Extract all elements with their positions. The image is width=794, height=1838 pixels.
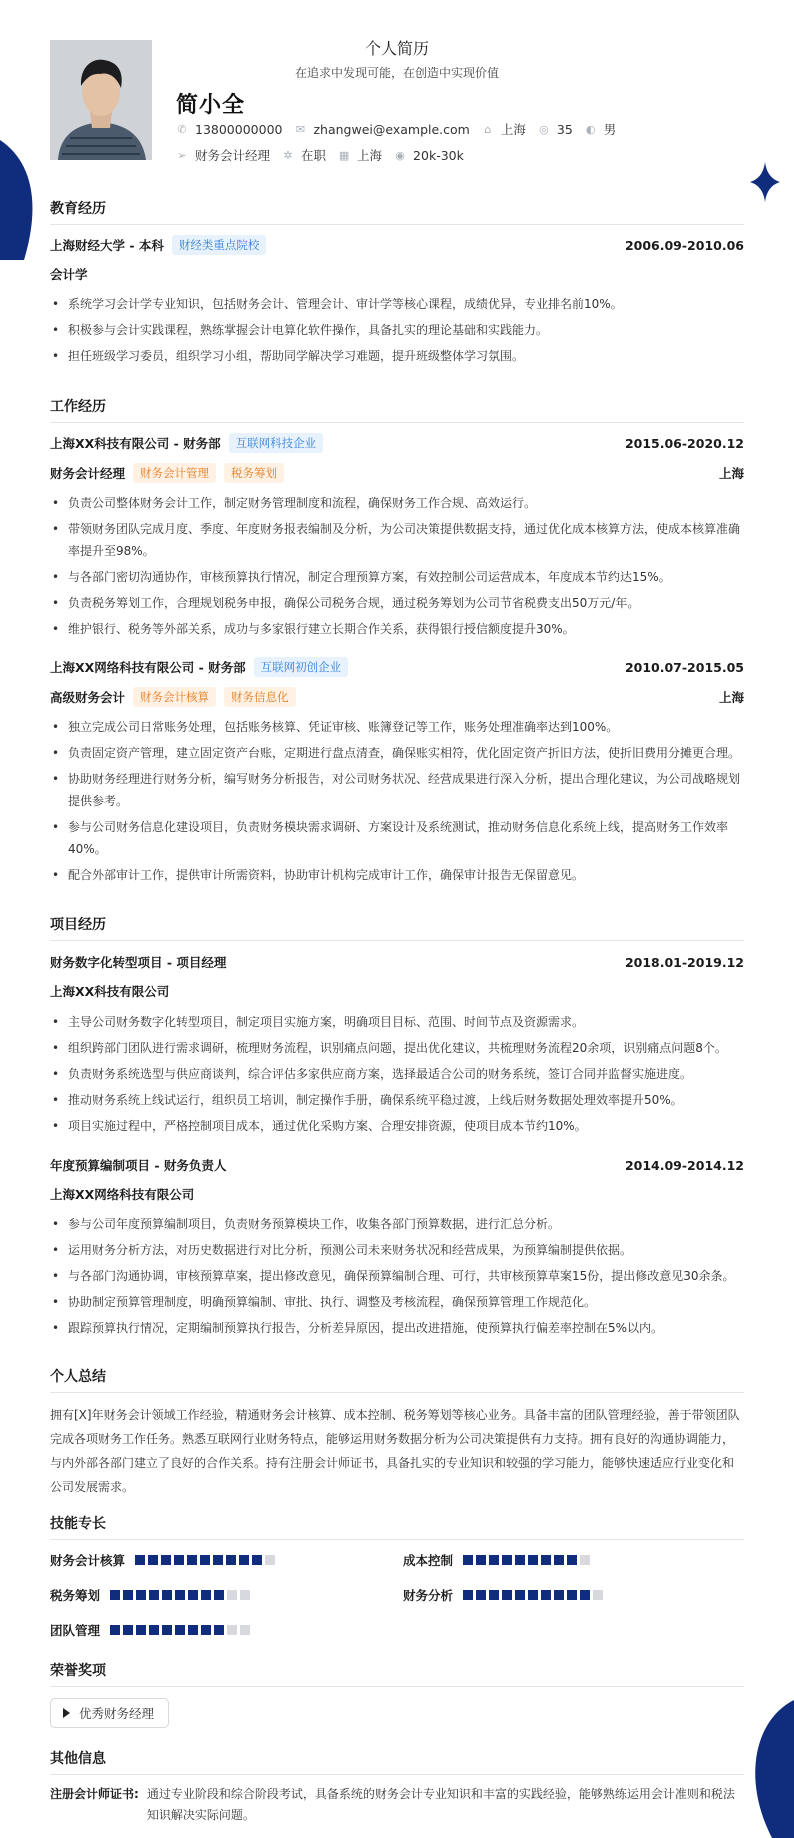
skill-dot-filled: [162, 1590, 172, 1600]
project-header-row: [50, 1155, 744, 1175]
major-name: 会计学: [50, 267, 88, 282]
section-title-work: 工作经历: [50, 396, 744, 423]
skill-dot-filled: [175, 1590, 185, 1600]
list-item: • 积极参与会计实践课程，熟练掌握会计电算化软件操作，具备扎实的理论基础和实践能力。: [50, 319, 744, 341]
skill-dot-filled: [502, 1590, 512, 1600]
project-title: 财务数字化转型项目 - 项目经理: [50, 955, 227, 970]
position-title: 财务会计经理: [50, 466, 126, 481]
project-company: 上海XX科技有限公司: [50, 984, 170, 999]
phone-icon: ✆: [177, 122, 187, 136]
skill-level-bar: [463, 1590, 606, 1600]
certificate-text: 通过专业阶段和综合阶段考试，具备系统的财务会计专业知识和丰富的实践经验，能够熟练运用会计准则和税法知识解决实际问题。: [146, 1787, 735, 1822]
section-title-honors: 荣誉奖项: [50, 1660, 744, 1687]
work-header-row: [50, 657, 744, 677]
skill-dot-filled: [463, 1590, 473, 1600]
skill-dot-empty: [580, 1555, 590, 1565]
skill-level-bar: [110, 1625, 253, 1635]
email-icon: ✉: [295, 122, 306, 136]
age-icon: ◎: [539, 122, 549, 136]
job-target: 财务会计经理: [195, 148, 271, 163]
skill-dot-filled: [214, 1625, 224, 1635]
work-position-row: [50, 687, 744, 707]
list-item: • 配合外部审计工作，提供审计所需资料，协助审计机构完成审计工作，确保审计报告无保留意见。: [50, 864, 744, 886]
project-date: 2018.01-2019.12: [624, 954, 744, 970]
status-icon: ✲: [283, 148, 293, 162]
school-tag: 财经类重点院校: [172, 235, 267, 255]
skill-dot-filled: [226, 1555, 236, 1565]
list-item: • 负责公司整体财务会计工作，制定财务管理制度和流程，确保财务工作合规、高效运行。: [50, 492, 744, 514]
skill-dot-filled: [528, 1555, 538, 1565]
skill-dot-filled: [110, 1590, 120, 1600]
list-item: • 负责固定资产管理，建立固定资产台账，定期进行盘点清查，确保账实相符，优化固定资产折旧方法，使折旧费用分摊更合理。: [50, 742, 744, 764]
skill-dot-filled: [252, 1555, 262, 1565]
skill-dot-filled: [188, 1625, 198, 1635]
skill-dot-filled: [528, 1590, 538, 1600]
list-item: • 负责财务系统选型与供应商谈判，综合评估多家供应商方案，选择最适合公司的财务系统，签订合同并监督实施进度。: [50, 1063, 744, 1085]
skill-dot-filled: [489, 1555, 499, 1565]
job-intent-row: [176, 146, 476, 164]
skill-dot-filled: [567, 1590, 577, 1600]
work-location: 上海: [718, 466, 744, 481]
section-title-skills: 技能专长: [50, 1513, 744, 1540]
project-date: 2014.09-2014.12: [624, 1157, 744, 1173]
list-item: • 推动财务系统上线试运行，组织员工培训，制定操作手册，确保系统平稳过渡，上线后财务数据处理效率提升50%。: [50, 1089, 744, 1111]
school-name: 上海财经大学 - 本科: [50, 238, 164, 253]
skill-dot-empty: [593, 1590, 603, 1600]
certificate-label: 注册会计师证书:: [50, 1787, 139, 1801]
skill-level-bar: [135, 1555, 278, 1565]
skill-tag: 财务信息化: [224, 687, 296, 707]
work-date: 2010.07-2015.05: [624, 659, 744, 675]
skill-dot-filled: [187, 1555, 197, 1565]
skill-dot-filled: [188, 1590, 198, 1600]
skill-item: [50, 1586, 253, 1604]
skill-dot-filled: [213, 1555, 223, 1565]
skill-dot-filled: [149, 1625, 159, 1635]
skill-name: 成本控制: [403, 1553, 454, 1568]
skill-dot-filled: [239, 1555, 249, 1565]
skill-dot-filled: [148, 1555, 158, 1565]
age-value: 35: [556, 121, 573, 137]
expected-salary: 20k-30k: [413, 147, 464, 163]
skill-dot-empty: [240, 1625, 250, 1635]
skill-dot-filled: [214, 1590, 224, 1600]
project-company-row: [50, 1184, 744, 1204]
skill-dot-empty: [240, 1590, 250, 1600]
skill-item: [403, 1551, 593, 1569]
education-date: 2006.09-2010.06: [624, 237, 744, 253]
building-icon: ▦: [338, 148, 350, 162]
skill-dot-filled: [541, 1555, 551, 1565]
expected-city: 上海: [357, 148, 383, 163]
work-header-row: [50, 433, 744, 453]
list-item: • 带领财务团队完成月度、季度、年度财务报表编制及分析，为公司决策提供数据支持，通过优化成本核算方法，使成本核算准确率提升至98%。: [50, 518, 744, 562]
skill-dot-filled: [123, 1590, 133, 1600]
work-location: 上海: [718, 690, 744, 705]
skill-name: 税务筹划: [50, 1588, 101, 1603]
skill-level-bar: [463, 1555, 593, 1565]
project-company: 上海XX网络科技有限公司: [50, 1187, 195, 1202]
summary-text: 拥有[X]年财务会计领域工作经验，精通财务会计核算、成本控制、税务筹划等核心业务。具备丰富的团队管理经验，善于带领团队完成各项财务工作任务。熟悉互联网行业财务特点，能够运用财务数据分析为公司决策提供有力支持。拥有良好的沟通协调能力，与内外部各部门建立了良好的合作关系。持有注册会计师证书，具备扎实的专业知识和较强的学习能力，能够快速适应行业变化和公司发展需求。: [50, 1408, 740, 1494]
skill-name: 财务会计核算: [50, 1553, 126, 1568]
skill-dot-filled: [135, 1555, 145, 1565]
location-icon: ⌂: [484, 122, 492, 136]
award-badge: [50, 1698, 169, 1728]
award-name: 优秀财务经理: [79, 1706, 155, 1721]
skill-dot-empty: [227, 1625, 237, 1635]
skill-dot-empty: [227, 1590, 237, 1600]
salary-icon: ◉: [395, 148, 405, 162]
skill-tag: 税务筹划: [224, 463, 284, 483]
gender-icon: ◐: [585, 122, 596, 136]
skill-dot-filled: [136, 1625, 146, 1635]
list-item: • 组织跨部门团队进行需求调研，梳理财务流程，识别痛点问题，提出优化建议，共梳理财务流程20余项，识别痛点问题8个。: [50, 1037, 744, 1059]
company-name: 上海XX网络科技有限公司 - 财务部: [50, 660, 246, 675]
company-tag: 互联网初创企业: [254, 657, 349, 677]
skill-dot-filled: [201, 1625, 211, 1635]
education-header-row: [50, 235, 744, 255]
skill-dot-filled: [554, 1555, 564, 1565]
skill-dot-filled: [161, 1555, 171, 1565]
resume-header: [50, 36, 744, 166]
skill-dot-filled: [489, 1590, 499, 1600]
skill-dot-filled: [515, 1590, 525, 1600]
skill-dot-filled: [554, 1590, 564, 1600]
candidate-name: 简小全: [176, 93, 246, 118]
list-item: • 参与公司年度预算编制项目，负责财务预算模块工作，收集各部门预算数据，进行汇总分析。: [50, 1213, 744, 1235]
list-item: • 独立完成公司日常账务处理，包括账务核算、凭证审核、账簿登记等工作，账务处理准确率达到100%。: [50, 716, 744, 738]
work-date: 2015.06-2020.12: [624, 435, 744, 451]
email-address: zhangwei@example.com: [313, 121, 470, 137]
skill-dot-filled: [136, 1590, 146, 1600]
list-item: • 与各部门沟通协调，审核预算草案，提出修改意见，确保预算编制合理、可行，共审核预算草案15份，提出修改意见30余条。: [50, 1265, 744, 1287]
list-item: • 运用财务分析方法，对历史数据进行对比分析，预测公司未来财务状况和经营成果，为预算编制提供依据。: [50, 1239, 744, 1261]
skill-dot-filled: [502, 1555, 512, 1565]
skill-name: 财务分析: [403, 1588, 454, 1603]
skill-dot-filled: [541, 1590, 551, 1600]
skill-level-bar: [110, 1590, 253, 1600]
skill-item: [50, 1621, 253, 1639]
skill-dot-filled: [200, 1555, 210, 1565]
list-item: • 系统学习会计学专业知识，包括财务会计、管理会计、审计学等核心课程，成绩优异，专业排名前10%。: [50, 293, 744, 315]
skill-dot-filled: [580, 1590, 590, 1600]
job-status: 在职: [301, 148, 327, 163]
section-title-summary: 个人总结: [50, 1366, 744, 1393]
phone-number: 13800000000: [195, 121, 283, 137]
education-major-row: [50, 264, 744, 284]
list-item: • 维护银行、税务等外部关系，成功与多家银行建立长期合作关系，获得银行授信额度提升30%。: [50, 618, 744, 640]
gender-value: 男: [603, 122, 617, 137]
play-icon: [63, 1708, 70, 1718]
document-title: 个人简历: [364, 39, 429, 58]
skill-dot-filled: [476, 1555, 486, 1565]
skill-dot-filled: [476, 1590, 486, 1600]
skill-dot-filled: [175, 1625, 185, 1635]
list-item: • 负责税务筹划工作，合理规划税务申报，确保公司税务合规，通过税务筹划为公司节省税费支出50万元/年。: [50, 592, 744, 614]
skill-item: [403, 1586, 606, 1604]
skill-dot-filled: [515, 1555, 525, 1565]
list-item: • 跟踪预算执行情况，定期编制预算执行报告，分析差异原因，提出改进措施，使预算执行偏差率控制在5%以内。: [50, 1317, 744, 1339]
list-item: • 协助制定预算管理制度，明确预算编制、审批、执行、调整及考核流程，确保预算管理工作规范化。: [50, 1291, 744, 1313]
skill-dot-filled: [162, 1625, 172, 1635]
project-title: 年度预算编制项目 - 财务负责人: [50, 1158, 227, 1173]
skill-dot-filled: [174, 1555, 184, 1565]
other-info-item: [50, 1784, 744, 1826]
work-position-row: [50, 463, 744, 483]
skill-item: [50, 1551, 278, 1569]
skill-name: 团队管理: [50, 1623, 101, 1638]
list-item: • 担任班级学习委员，组织学习小组，帮助同学解决学习难题，提升班级整体学习氛围。: [50, 345, 744, 367]
skill-dot-filled: [123, 1625, 133, 1635]
skill-tag: 财务会计核算: [133, 687, 216, 707]
list-item: • 主导公司财务数字化转型项目，制定项目实施方案，明确项目目标、范围、时间节点及资源需求。: [50, 1011, 744, 1033]
skill-tag: 财务会计管理: [133, 463, 216, 483]
skill-dot-filled: [149, 1590, 159, 1600]
project-header-row: [50, 952, 744, 972]
list-item: • 与各部门密切沟通协作，审核预算执行情况，制定合理预算方案，有效控制公司运营成本，年度成本节约达15%。: [50, 566, 744, 588]
contact-info-row: [176, 120, 628, 138]
skill-dot-filled: [567, 1555, 577, 1565]
skill-dot-filled: [110, 1625, 120, 1635]
current-city: 上海: [500, 122, 526, 137]
list-item: • 项目实施过程中，严格控制项目成本，通过优化采购方案、合理安排资源，使项目成本节约10%。: [50, 1115, 744, 1137]
section-title-other: 其他信息: [50, 1748, 744, 1775]
section-title-projects: 项目经历: [50, 914, 744, 941]
position-title: 高级财务会计: [50, 690, 126, 705]
list-item: • 参与公司财务信息化建设项目，负责财务模块需求调研、方案设计及系统测试，推动财务信息化系统上线，提高财务工作效率40%。: [50, 816, 744, 860]
skill-dot-filled: [463, 1555, 473, 1565]
section-title-education: 教育经历: [50, 198, 744, 225]
project-company-row: [50, 981, 744, 1001]
document-motto: 在追求中发现可能，在创造中实现价值: [294, 66, 499, 80]
send-icon: ➢: [177, 148, 187, 162]
skill-dot-empty: [265, 1555, 275, 1565]
company-name: 上海XX科技有限公司 - 财务部: [50, 436, 221, 451]
skill-dot-filled: [201, 1590, 211, 1600]
company-tag: 互联网科技企业: [229, 433, 324, 453]
list-item: • 协助财务经理进行财务分析，编写财务分析报告，对公司财务状况、经营成果进行深入分析，提出合理化建议，为公司战略规划提供参考。: [50, 768, 744, 812]
